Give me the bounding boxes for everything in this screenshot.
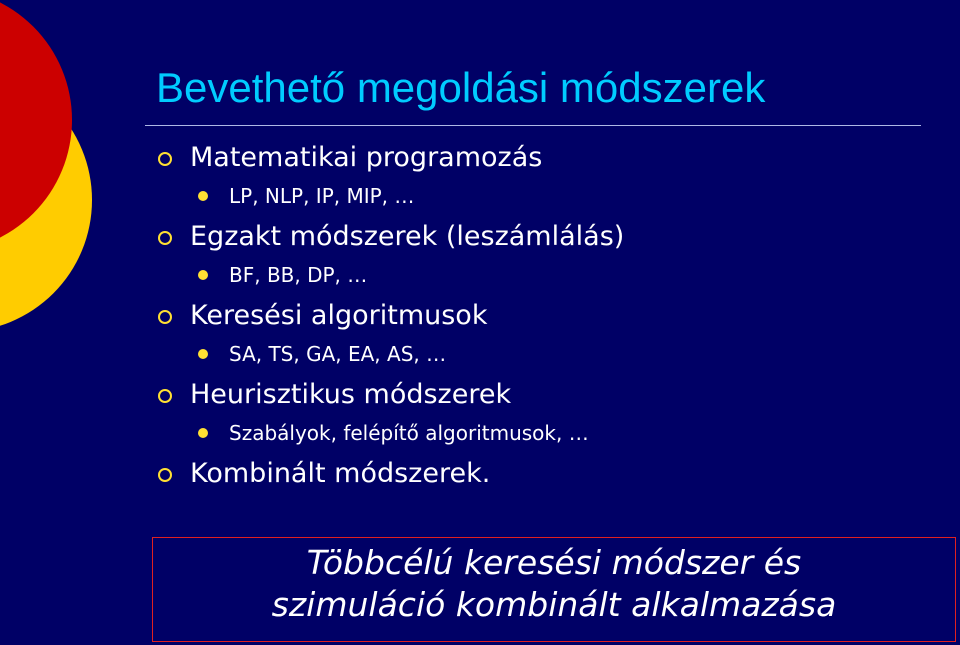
item-text: SA, TS, GA, EA, AS, … xyxy=(229,342,447,366)
title-underline xyxy=(145,125,921,126)
item-text: Matematikai programozás xyxy=(190,142,543,173)
dot-bullet-icon xyxy=(198,428,208,438)
item-text: Keresési algoritmusok xyxy=(190,300,488,331)
list-item-level2 xyxy=(198,261,367,289)
ring-bullet-icon xyxy=(158,152,172,166)
callout-box xyxy=(152,537,956,642)
list-item-level1 xyxy=(158,378,511,412)
list-item-level2 xyxy=(198,182,414,210)
slide-title: Bevethető megoldási módszerek xyxy=(156,64,766,111)
list-item-level1 xyxy=(158,220,624,254)
list-item-level1 xyxy=(158,141,542,175)
item-text: Egzakt módszerek (leszámlálás) xyxy=(190,221,625,252)
list-item-level2 xyxy=(198,340,446,368)
ring-bullet-icon xyxy=(158,310,172,324)
ring-bullet-icon xyxy=(158,468,172,482)
list-item-level1 xyxy=(158,299,487,333)
ring-bullet-icon xyxy=(158,231,172,245)
ring-bullet-icon xyxy=(158,389,172,403)
item-text: Heurisztikus módszerek xyxy=(190,379,512,410)
item-text: LP, NLP, IP, MIP, … xyxy=(229,184,415,208)
item-text: Kombinált módszerek. xyxy=(190,458,491,489)
item-text: Szabályok, felépítő algoritmusok, … xyxy=(229,421,589,445)
list-item-level2 xyxy=(198,419,589,447)
dot-bullet-icon xyxy=(198,349,208,359)
corner-circles-decoration xyxy=(0,0,140,340)
callout-line-1: Többcélú keresési módszer és xyxy=(306,543,802,582)
item-text: BF, BB, DP, … xyxy=(229,263,368,287)
dot-bullet-icon xyxy=(198,191,208,201)
callout-line-2: szimuláció kombinált alkalmazása xyxy=(271,585,837,624)
dot-bullet-icon xyxy=(198,270,208,280)
list-item-level1 xyxy=(158,457,490,491)
